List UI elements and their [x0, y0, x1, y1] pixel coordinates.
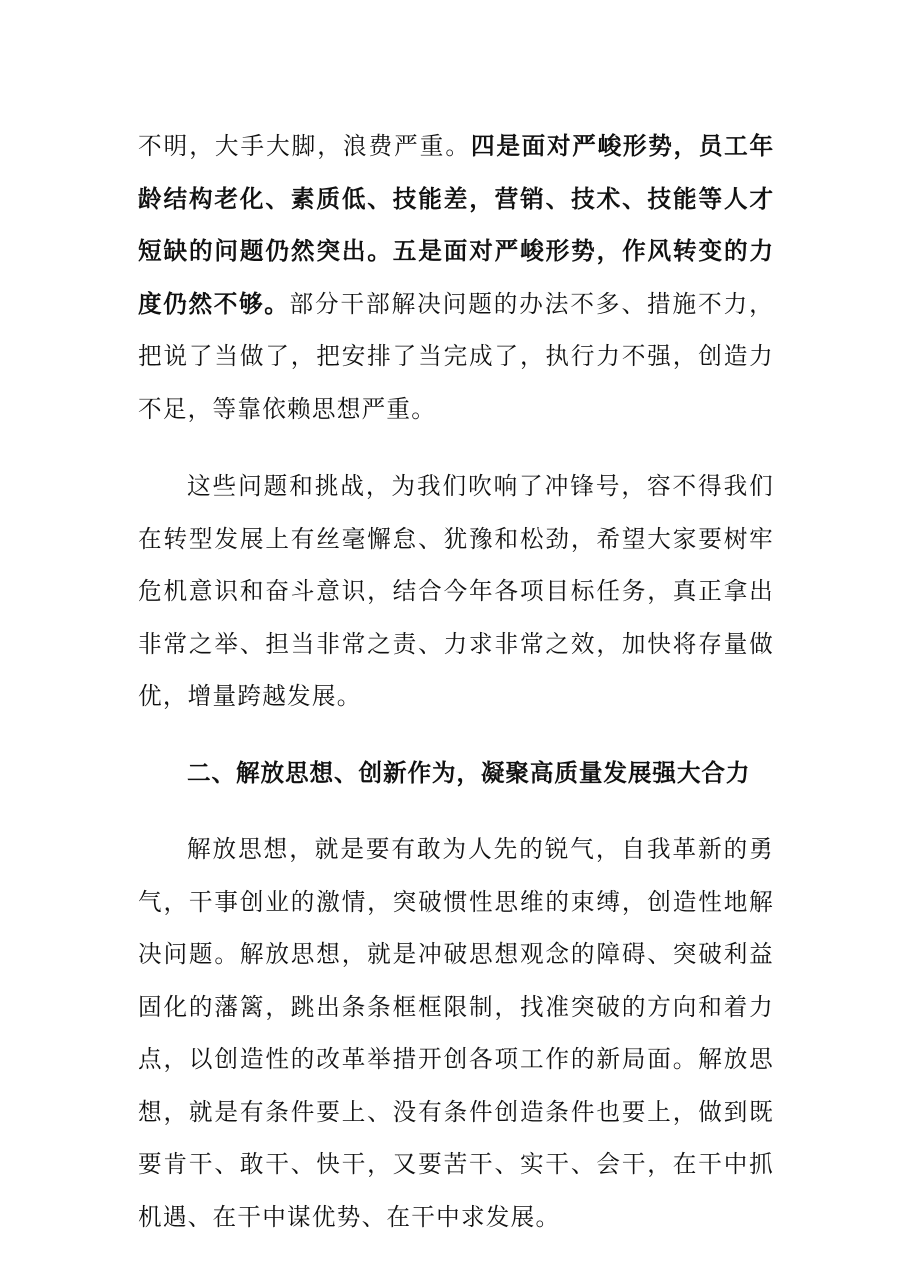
paragraph-challenges: 这些问题和挑战，为我们吹响了冲锋号，容不得我们在转型发展上有丝毫懈怠、犹豫和松劲，希望大家要树牢危机意识和奋斗意识，结合今年各项目标任务，真正拿出非常之举、担当非常之责、力求非常之效，加快将存量做优，增量跨越发展。	[138, 472, 774, 710]
paragraph-continued	[138, 120, 774, 435]
bold-emphasis-text: 四是面对严峻形势，员工年龄结构老化、素质低、技能差，营销、技术、技能等人才短缺的问题仍然突出。五是面对严峻形势，作风转变的力度仍然不够。	[138, 132, 775, 318]
paragraph-emancipate-mind: 解放思想，就是要有敢为人先的锐气，自我革新的勇气，干事创业的激情，突破惯性思维的束缚，创造性地解决问题。解放思想，就是冲破思想观念的障碍、突破利益固化的藩篱，跳出条条框框限制，找准突破的方向和着力点，以创造性的改革举措开创各项工作的新局面。解放思想，就是有条件要上、没有条件创造条件也要上，做到既要肯干、敢干、快干，又要苦干、实干、会干，在干中抓机遇、在干中谋优势、在干中求发展。	[138, 835, 774, 1231]
document-body	[138, 120, 774, 1243]
section-heading: 二、解放思想、创新作为，凝聚高质量发展强大合力	[187, 758, 751, 787]
paragraph-lead-text: 不明，大手大脚，浪费严重。	[138, 132, 471, 160]
paragraph-tail-text: 部分干部解决问题的办法不多、措施不力，把说了当做了，把安排了当完成了，执行力不强，创造力不足，等靠依赖思想严重。	[138, 289, 775, 423]
